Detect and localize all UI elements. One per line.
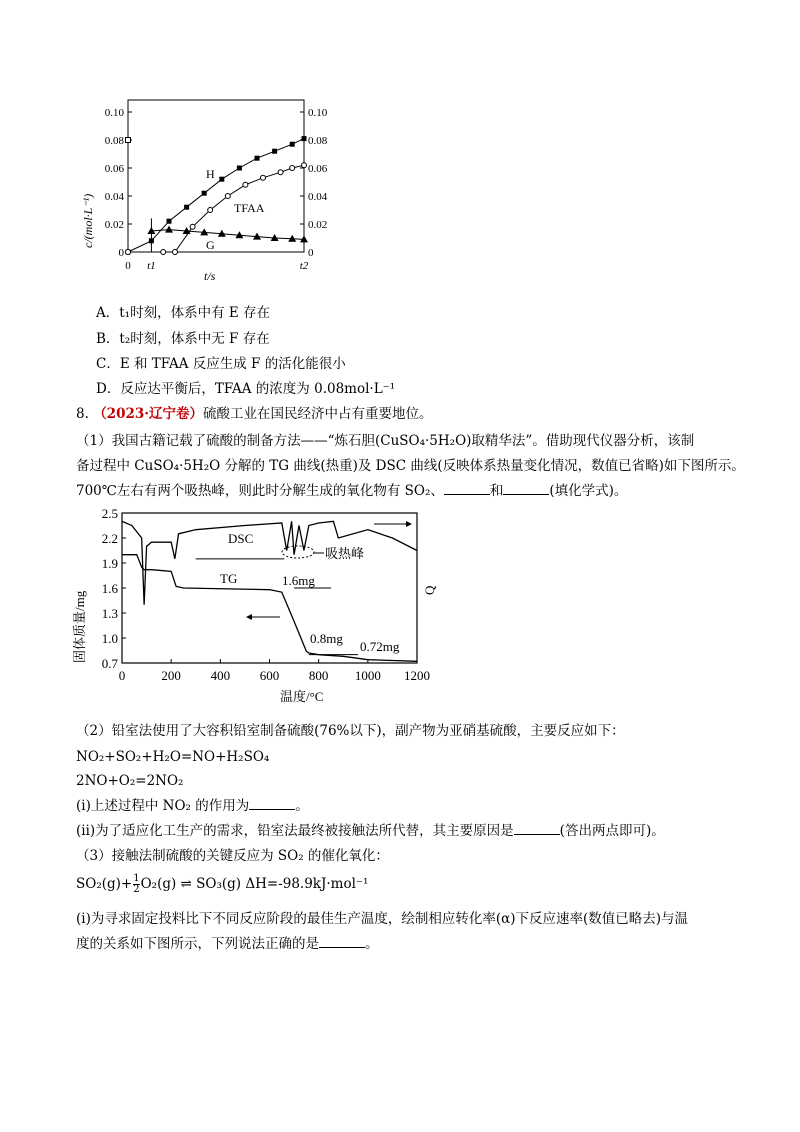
chart2-x-tick-label: 600 — [259, 668, 280, 683]
chart1-point-H — [237, 166, 242, 171]
chart1-point-H — [202, 191, 207, 196]
part1-line1: （1）我国古籍记载了硫酸的制备方法——“炼石胆(CuSO₄·5H₂O)取精华法”。借助现代仪器分析，该制 — [76, 433, 695, 449]
chart2-xlabel: 温度/°C — [280, 689, 324, 704]
chart1-point-TFAA — [161, 250, 166, 255]
chart1-label-H: H — [206, 167, 215, 181]
chart1-left-tick-label: 0.08 — [104, 135, 124, 147]
chart2-y-tick-label: 0.7 — [101, 656, 118, 671]
chart1-left-tick-label: 0.10 — [104, 107, 124, 119]
chart1-point-H — [255, 156, 260, 161]
fraction-half — [133, 874, 139, 895]
chart2-y-tick-label: 1.0 — [101, 631, 118, 646]
chart1-ylabel: c/(mol·L⁻¹) — [81, 193, 95, 248]
chart2-series-DSC — [122, 521, 417, 604]
chart1-left-tick-label: 0.06 — [104, 163, 124, 175]
answer-blank-5[interactable] — [319, 935, 365, 948]
chart1-series-G-line — [151, 230, 304, 240]
chart2-label-DSC: DSC — [228, 531, 254, 546]
chart1-point-H — [167, 219, 172, 224]
chart1-point-TFAA — [172, 250, 177, 255]
chart1-point-TFAA — [243, 182, 248, 187]
part1-line3-text-c: (填化学式)。 — [549, 483, 628, 499]
part2-i-text-a: (ⅰ)上述过程中 NO₂ 的作用为 — [76, 798, 250, 814]
chart1-point-G — [165, 226, 173, 233]
part2-intro: （2）铅室法使用了大容积铅室制备硫酸(76%以下)，副产物为亚硝基硫酸，主要反应如下： — [76, 723, 625, 739]
chart1-series-TFAA-line — [128, 165, 304, 252]
part1-line3-text-b: 和 — [489, 483, 504, 499]
chart1-point-H — [290, 142, 295, 147]
chart2-y-tick-label: 1.3 — [101, 606, 118, 621]
chart2-right-label: Q — [422, 585, 437, 595]
chart2-label-peak: 吸热峰 — [325, 546, 365, 561]
part1-line2: 备过程中 CuSO₄·5H₂O 分解的 TG 曲线(热重)及 DSC 曲线(反映体系热量变化情况，数值已省略)如下图所示。 — [76, 458, 745, 474]
chart1-x-tick-label: t1 — [147, 260, 156, 272]
equation-2: 2NO+O₂=2NO₂ — [76, 773, 184, 789]
part1-line3 — [76, 482, 627, 500]
part2-ii-text-b: (答出两点即可)。 — [559, 823, 665, 839]
chart1-point-TFAA — [190, 224, 195, 229]
equation-3-text-b: O₂(g) ⇌ SO₃(g) ΔH=-98.9kJ·mol⁻¹ — [140, 876, 369, 892]
question-number: 8. — [76, 406, 89, 422]
part3-intro: （3）接触法制硫酸的关键反应为 SO₂ 的催化氧化： — [76, 848, 389, 864]
chart1-label-TFAA: TFAA — [234, 201, 265, 215]
chart1-point-TFAA — [290, 166, 295, 171]
part3-i-line2 — [76, 935, 379, 953]
chart1-right-tick-label: 0.08 — [308, 135, 328, 147]
chart2-label-1.6mg: 1.6mg — [282, 573, 315, 588]
chart1-xlabel: t/s — [204, 269, 216, 283]
chart1-point-TFAA — [208, 208, 213, 213]
chart2-y-tick-label: 1.9 — [101, 556, 118, 571]
option-d: D．反应达平衡后，TFAA 的浓度为 0.08mol·L⁻¹ — [96, 381, 396, 397]
chart1-point-H — [219, 177, 224, 182]
question-8-heading — [76, 405, 432, 423]
equation-1: NO₂+SO₂+H₂O=NO+H₂SO₄ — [76, 749, 270, 765]
answer-blank-1[interactable] — [444, 482, 490, 495]
part2-i — [76, 797, 309, 815]
part3-i-text-b: 。 — [365, 936, 379, 952]
chart1-x-tick-label: t2 — [299, 260, 309, 272]
chart1-right-tick-label: 0.06 — [308, 163, 328, 175]
chart2-y-tick-label: 2.2 — [101, 531, 118, 546]
answer-blank-2[interactable] — [503, 482, 549, 495]
chart2-x-tick-label: 1000 — [354, 668, 381, 683]
chart2-label-0.8mg: 0.8mg — [310, 631, 343, 646]
part2-ii — [76, 822, 665, 840]
chart2-y-tick-label: 1.6 — [101, 581, 118, 596]
fraction-numerator: 1 — [133, 873, 140, 884]
chart1-point-H — [184, 205, 189, 210]
chart-tg-dsc — [70, 505, 450, 705]
chart1-initial-marker — [126, 138, 131, 143]
option-a: A．t₁时刻，体系中有 E 存在 — [96, 305, 271, 321]
equation-3-text-a: SO₂(g)+ — [76, 876, 133, 892]
chart2-ylabel: 固体质量/mg — [72, 590, 87, 663]
chart1-point-TFAA — [225, 194, 230, 199]
chart2-label-0.72mg: 0.72mg — [360, 639, 400, 654]
chart2-x-tick-label: 1200 — [404, 668, 430, 683]
chart1-point-H — [272, 149, 277, 154]
dsc-arrow — [374, 521, 412, 527]
chart1-point-H — [302, 136, 307, 141]
part3-i-line1: (ⅰ)为寻求固定投料比下不同反应阶段的最佳生产温度，绘制相应转化率(α)下反应速率(数值已略去)与温 — [76, 911, 689, 927]
answer-blank-3[interactable] — [249, 797, 295, 810]
part2-ii-text-a: (ⅱ)为了适应化工生产的需求，铅室法最终被接触法所代替，其主要原因是 — [76, 823, 514, 839]
equation-3 — [76, 872, 368, 896]
chart1-series-H-line — [128, 139, 304, 252]
option-c: C．E 和 TFAA 反应生成 F 的活化能很小 — [96, 356, 346, 372]
chart1-left-tick-label: 0 — [118, 247, 124, 259]
chart1-left-tick-label: 0.02 — [104, 219, 124, 231]
part1-line3-text-a: 700℃左右有两个吸热峰，则此时分解生成的氧化物有 SO₂、 — [76, 483, 444, 499]
chart2-y-tick-label: 2.5 — [101, 506, 118, 521]
chart1-point-H — [149, 238, 154, 243]
part2-i-text-b: 。 — [295, 798, 309, 814]
question-source: （2023·辽宁卷） — [93, 406, 203, 422]
chart2-x-tick-label: 0 — [118, 668, 126, 683]
chart2-x-tick-label: 200 — [161, 668, 181, 683]
chart1-right-tick-label: 0.02 — [308, 219, 328, 231]
chart1-right-tick-label: 0.10 — [308, 107, 328, 119]
chart1-point-TFAA — [302, 163, 307, 168]
chart1-frame — [128, 100, 304, 252]
chart2-x-tick-label: 400 — [210, 668, 231, 683]
chart1-right-tick-label: 0.04 — [308, 191, 328, 203]
chart1-label-G: G — [206, 238, 215, 252]
chart-concentration — [76, 92, 356, 288]
answer-blank-4[interactable] — [514, 822, 560, 835]
question-title: 硫酸工业在国民经济中占有重要地位。 — [202, 406, 433, 422]
chart1-point-TFAA — [260, 175, 265, 180]
chart2-label-TG: TG — [220, 571, 238, 586]
chart1-x-tick-label: 0 — [125, 260, 131, 272]
chart2-x-tick-label: 800 — [308, 668, 329, 683]
part3-i-text-a: 度的关系如下图所示，下列说法正确的是 — [76, 936, 319, 952]
chart1-left-tick-label: 0.04 — [104, 191, 124, 203]
chart1-right-tick-label: 0 — [308, 247, 314, 259]
option-b: B．t₂时刻，体系中无 F 存在 — [96, 331, 270, 347]
chart1-point-TFAA — [278, 170, 283, 175]
fraction-denominator: 2 — [133, 884, 140, 895]
chart1-point-TFAA — [126, 250, 131, 255]
tg-arrow — [246, 614, 280, 620]
